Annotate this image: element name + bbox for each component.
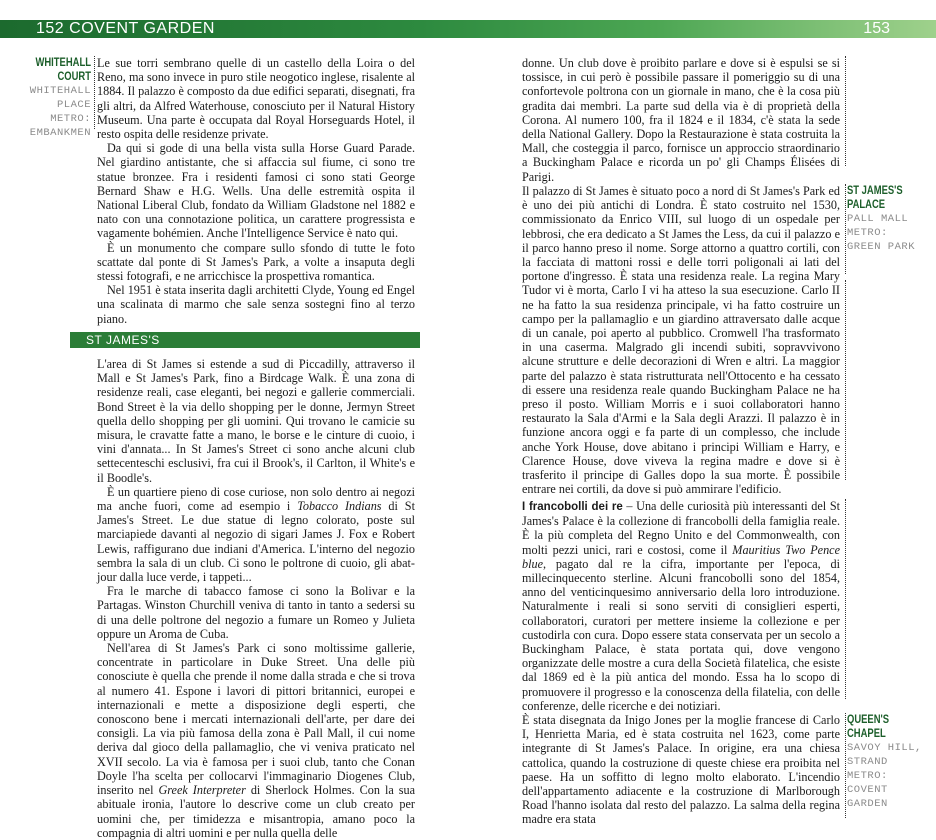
left-page-header: 152 COVENT GARDEN [36,20,215,37]
paragraph [97,485,415,584]
paragraph: Fra le marche di tabacco famose ci sono la Bolivar e la Partagas. Winston Churchill veniva di tanto in tanto a sedersi su di una delle poltrone del negozio a fumare un Romeo y Julieta oppure un Aroma de Cuba. [97,584,415,641]
sidebar-title: QUEEN'S [847,714,890,726]
sidebar-metro-station: GARDEN [847,798,888,810]
paragraph: Nel 1951 è stata inserita dagli architetti Clyde, Young ed Engel una scalinata di marmo che sale senza sostegni fino al terzo piano. [97,283,415,326]
sidebar-metro-label: METRO: [50,113,91,125]
running-header-bar [0,20,936,38]
paragraph: Da qui si gode di una bella vista sulla Horse Guard Parade. Nel giardino antistante, che si affaccia sul fiume, ci sono tre statue bronzee. Fra i residenti famosi ci sono stati George Bernard Shaw e H.G. Wells. Una delle estremità ospita il National Liberal Club, fondato da William Gladstone nel 1882 e nato con una connotazione politica, un carattere progressista e vagamente bohémien. Anche l'Intelligence Service è nato qui. [97,141,415,241]
paragraph: L'area di St James si estende a sud di Piccadilly, attraverso il Mall e St James's Park, fino a Birdcage Walk. È una zona di residenze reali, case eleganti, bei negozi e gallerie commerciali. Bond Street è la via dello shopping per le donne, Jermyn Street quella dello shopping per gli uomini. Qui trovano le camicie su misura, le cravatte fatte a mano, le borse e le cinture di cuoio, i vini d'annata... In St James's Street ci sono anche alcuni club settecenteschi esclusivi, fra cui il Brook's, il Carlton, il White's e il Boodle's. [97,357,415,485]
bold-lead-in: I francobolli dei re [522,501,623,513]
sidebar-metro-station: EMBANKMEN [29,127,91,139]
sidebar-title: ST JAMES'S [847,185,903,197]
right-column-chapel [522,713,840,827]
paragraph: È stata disegnata da Inigo Jones per la moglie francese di Carlo I, Henrietta Maria, ed è stata costruita nel 1623, come parte integrante di St James's Palace. In origine, era una chiesa cattolica, quando la costruzione di queste chiese era proibita nel paese. Ha un soffitto di legno molto elaborato. L'incendio dell'appartamento adiacente e la costruzione di Marlborough Road l'hanno isolata dal resto del palazzo. La salma della regina madre era stata [522,713,840,827]
right-column-stamps [522,499,840,713]
italic-title: Greek Interpreter [158,783,246,798]
sidebar-title: COURT [57,71,91,83]
italic-title: Tobacco Indians [297,499,382,514]
sidebar-metro-station: COVENT [847,784,888,796]
right-page-number: 153 [863,20,890,37]
sidebar-title: CHAPEL [847,728,886,740]
sidebar-title: WHITEHALL [35,57,91,69]
sidebar-metro-label: METRO: [847,770,888,782]
sidebar-address: PLACE [56,99,91,111]
sidebar-queens-chapel [845,713,936,818]
left-column-st-james [97,357,415,840]
text-run: – Una delle curiosità più interessanti del St James's Palace è la collezione di francobolli della famiglia reale. È la più completa del Regno Unito e del Commonwealth, con molti pezzi unici, rari e costosi, come il [522,499,840,557]
text-run: Nell'area di St James's Park ci sono moltissime gallerie, concentrate in particolare in Duke Street. Una delle più conosciute è quella che prende il nome dalla strada e che si trova al numero 41. Espone i lavori di pittori britannici, europei e internazionali e mette a disposizione degli esperti, che conoscono bene i mercati internazionali dell'arte, per dare dei consigli. La via più famosa della zona è Pall Mall, il cui nome deriva dal gioco della pallamaglio, che vi veniva praticato nel XVII secolo. La via è famosa per i suoi club, tanto che Conan Doyle l'ha scelta per collocarvi l'immaginario Diogenes Club, inserito nel [97,641,415,798]
left-column-top [97,56,415,326]
section-heading-st-james: ST JAMES'S [70,332,420,348]
italic-title: Mauritius Two Pence blue [522,542,840,571]
sidebar-address: SAVOY HILL, [847,742,922,754]
sidebar-divider-mid [845,280,936,480]
text-run: , pagato dal re la cifra, importante per l'epoca, di millecinquecento sterline. Alcuni francobolli sono del 1854, anno del venticinquesimo anniversario della loro introduzione. Naturalmente i reali si sono serviti di consiglieri esperti, collaboratori, curatori per mettere insieme la collezione e per custodirla con cura. Dopo essere stata conservata per un secolo a Buckingham Palace, è stata portata qui, dove vengono organizzate delle mostre a cura della Società filatelica, che esiste dal 1869 ed è la più antica del mondo. Essa ha lo scopo di promuovere il progresso e la conoscenza della filatelia, con delle conferenze, delle ricerche e dei notiziari. [522,556,840,713]
sidebar-st-james-palace [845,184,936,274]
text-run: È un quartiere pieno di cose curiose, non solo dentro ai negozi ma anche fuori, come ad esempio i [97,484,415,514]
right-column-top [522,56,840,184]
sidebar-divider-top [845,56,936,166]
paragraph: Il palazzo di St James è situato poco a nord di St James's Park ed è uno dei più antichi di Londra. È stato costruito nel 1530, commissionato da Enrico VIII, sul luogo di un ospedale per lebbrosi, che era dedicato a St James the Less, da cui il palazzo e il parco hanno preso il nome. Sorge attorno a quattro cortili, con la facciata di mattoni rossi e delle torri poligonali ai lati del portone d'ingresso. È stata una residenza reale. La regina Mary Tudor vi è morta, Carlo I vi ha atteso la sua esecuzione. Carlo II ne ha fatto la sua residenza principale, vi ha fatto costruire un campo per la pallamaglio e un giardino attraversato dalle acque di un canale, poi aperto al pubblico. Cromwell l'ha trasformato in una caserma. Malgrado gli incendi subiti, sopravvivono alcune strutture e delle decorazioni di Wren e altri. La maggior parte del palazzo è stata ristrutturata nell'Ottocento e ha cessato di essere una residenza reale quando Buckingham Palace ne ha preso il posto. William Morris e i suoi collaboratori hanno restaurato la Sala d'Armi e la Sala degli Arazzi. Il palazzo è in funzione ancora oggi e fa parte di un complesso, che include anche York House, dove abitano i principi William e Harry, e Clarence House, dove viveva la regina madre e dove si è trasferito il principe di Galles dopo la sua morte. È possibile entrare nei cortili, da dove si può ammirare l'edificio. [522,184,840,497]
sidebar-metro-label: METRO: [847,227,888,239]
sidebar-metro-station: GREEN PARK [847,241,916,253]
paragraph [522,499,840,713]
sidebar-address: PALL MALL [847,213,909,225]
paragraph: donne. Un club dove è proibito parlare e dove si è espulsi se si tossisce, in cui però è possibile passare il pomeriggio su di una confortevole poltrona con un giornale in mano, che è la cosa più gradita dai membri. La parte sud della via è di proprietà della Corona. Al numero 100, fra il 1824 e il 1834, c'è stata la sede della National Gallery. Dopo la Restaurazione è stata costruita la Mall, che costeggia il parco, fornisce un approccio straordinario a Buckingham Palace e ricorda un po' gli Champs Élisées di Parigi. [522,56,840,184]
paragraph [97,641,415,840]
sidebar-address: WHITEHALL [29,85,91,97]
sidebar-divider-stamps [845,499,936,699]
text-run: di St James's Street. Le due statue di legno colorato, poste sul marciapiede davanti al negozio di sigari James J. Fox e Robert Lewis, raffigurano due indiani d'America. L'interno del negozio sembra la sala di un club. Ci sono le poltrone di cuoio, gli abat-jour dalla luce verde, i tappeti... [97,499,415,585]
sidebar-title: PALACE [847,199,886,211]
sidebar-address: STRAND [847,756,888,768]
sidebar-whitehall-court [0,56,95,139]
text-run: di Sherlock Holmes. Con la sua abituale ironia, l'autore lo descrive come un club creato per uomini che, per timidezza e misantropia, amano poco la compagnia di altri uomini e per nulla quella delle [97,783,416,840]
right-column-palace [522,184,840,496]
paragraph: Le sue torri sembrano quelle di un castello della Loira o del Reno, ma sono invece in puro stile neogotico inglese, risalente al 1884. Il palazzo è composto da due edifici separati, disegnati, fra gli altri, da Alfred Waterhouse, conosciuto per il Natural History Museum. Una parte è occupata dal Royal Horseguards Hotel, il resto ospita delle residenze private. [97,56,415,142]
paragraph: È un monumento che compare sullo sfondo di tutte le foto scattate dal ponte di St James's Park, a volte a insaputa degli stessi fotografi, e ne arricchisce la prospettiva romantica. [97,240,415,284]
